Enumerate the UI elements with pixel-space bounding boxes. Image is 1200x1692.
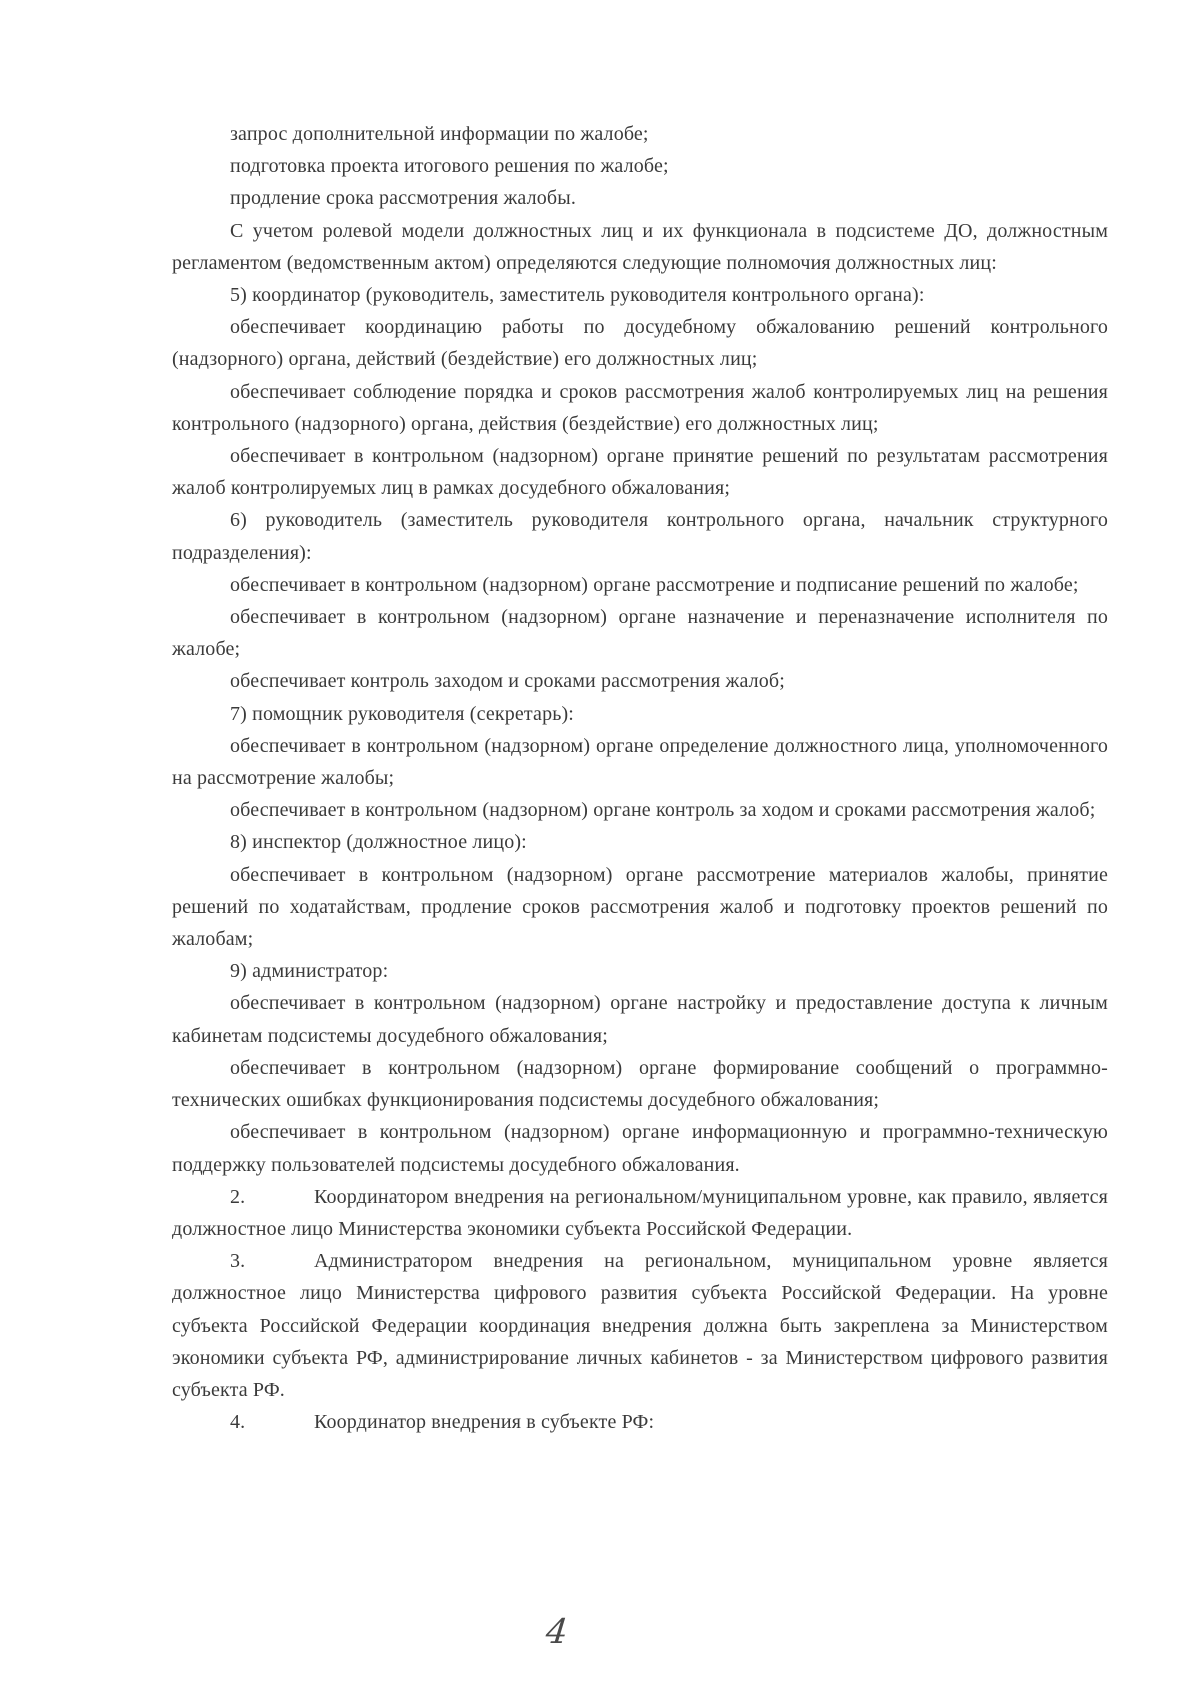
numbered-item	[172, 1181, 1108, 1245]
paragraph: обеспечивает в контрольном (надзорном) органе контроль за ходом и сроками рассмотрения жалоб;	[230, 799, 1096, 822]
paragraph: обеспечивает в контрольном (надзорном) органе рассмотрение материалов жалобы, принятие решений по ходатайствам, продление сроков рассмотрения жалоб и подготовку проектов решений по жалобам;	[172, 863, 1108, 951]
paragraph: обеспечивает контроль заходом и сроками рассмотрения жалоб;	[230, 670, 785, 693]
paragraph: обеспечивает в контрольном (надзорном) органе рассмотрение и подписание решений по жалобе;	[230, 573, 1079, 596]
paragraph: подготовка проекта итогового решения по жалобе;	[230, 155, 669, 178]
paragraph: запрос дополнительной информации по жалобе;	[230, 123, 649, 145]
paragraph: обеспечивает в контрольном (надзорном) органе формирование сообщений о программно-технических ошибках функционирования подсистемы досудебного обжалования;	[172, 1056, 1108, 1112]
paragraph: обеспечивает в контрольном (надзорном) органе настройку и предоставление доступа к личным кабинетам подсистемы досудебного обжалования;	[172, 992, 1108, 1047]
item-number: 4.	[230, 1411, 246, 1434]
document-body	[172, 118, 1108, 1438]
numbered-item	[172, 1406, 1108, 1438]
paragraph: обеспечивает в контрольном (надзорном) органе принятие решений по результатам рассмотрения жалоб контролируемых лиц в рамках досудебного обжалования;	[172, 445, 1108, 500]
paragraph: обеспечивает в контрольном (надзорном) органе определение должностного лица, уполномоченного на рассмотрение жалобы;	[172, 734, 1108, 790]
paragraph: 7) помощник руководителя (секретарь):	[230, 702, 575, 725]
paragraph: обеспечивает в контрольном (надзорном) органе информационную и программно-техническую поддержку пользователей подсистемы досудебного обжалования.	[172, 1121, 1108, 1176]
paragraph: 8) инспектор (должностное лицо):	[230, 831, 527, 854]
paragraph: 6) руководитель (заместитель руководителя контрольного органа, начальник структурного подразделения):	[172, 509, 1108, 564]
paragraph: обеспечивает соблюдение порядка и сроков рассмотрения жалоб контролируемых лиц на решения контрольного (надзорного) органа, действия (бездействие) его должностных лиц;	[172, 380, 1108, 435]
item-text: Координатором внедрения на региональном/муниципальном уровне, как правило, является должностное лицо Министерства экономики субъекта Российской Федерации.	[172, 1185, 1108, 1240]
paragraph: обеспечивает координацию работы по досудебному обжалованию решений контрольного (надзорного) органа, действий (бездействие) его должностных лиц;	[172, 316, 1108, 371]
paragraph: продление срока рассмотрения жалобы.	[230, 187, 576, 210]
item-number: 3.	[230, 1250, 246, 1273]
paragraph: 9) администратор:	[230, 960, 389, 983]
paragraph: 5) координатор (руководитель, заместитель руководителя контрольного органа):	[230, 284, 925, 307]
item-text: Координатор внедрения в субъекте РФ:	[314, 1411, 655, 1434]
paragraph: обеспечивает в контрольном (надзорном) органе назначение и переназначение исполнителя по жалобе;	[172, 606, 1108, 661]
numbered-item	[172, 1245, 1108, 1406]
item-number: 2.	[230, 1185, 246, 1208]
item-text: Администратором внедрения на региональном, муниципальном уровне является должностное лицо Министерства цифрового развития субъекта Российской Федерации. На уровне субъекта Российской Федерации координация внедрения должна быть закреплена за Министерством экономики субъекта РФ, администрирование личных кабинетов - за Министерством цифрового развития субъекта РФ.	[172, 1250, 1108, 1401]
page-number: 4	[543, 1612, 570, 1652]
paragraph: С учетом ролевой модели должностных лиц и их функционала в подсистеме ДО, должностным регламентом (ведомственным актом) определяются следующие полномочия должностных лиц:	[172, 219, 1108, 274]
